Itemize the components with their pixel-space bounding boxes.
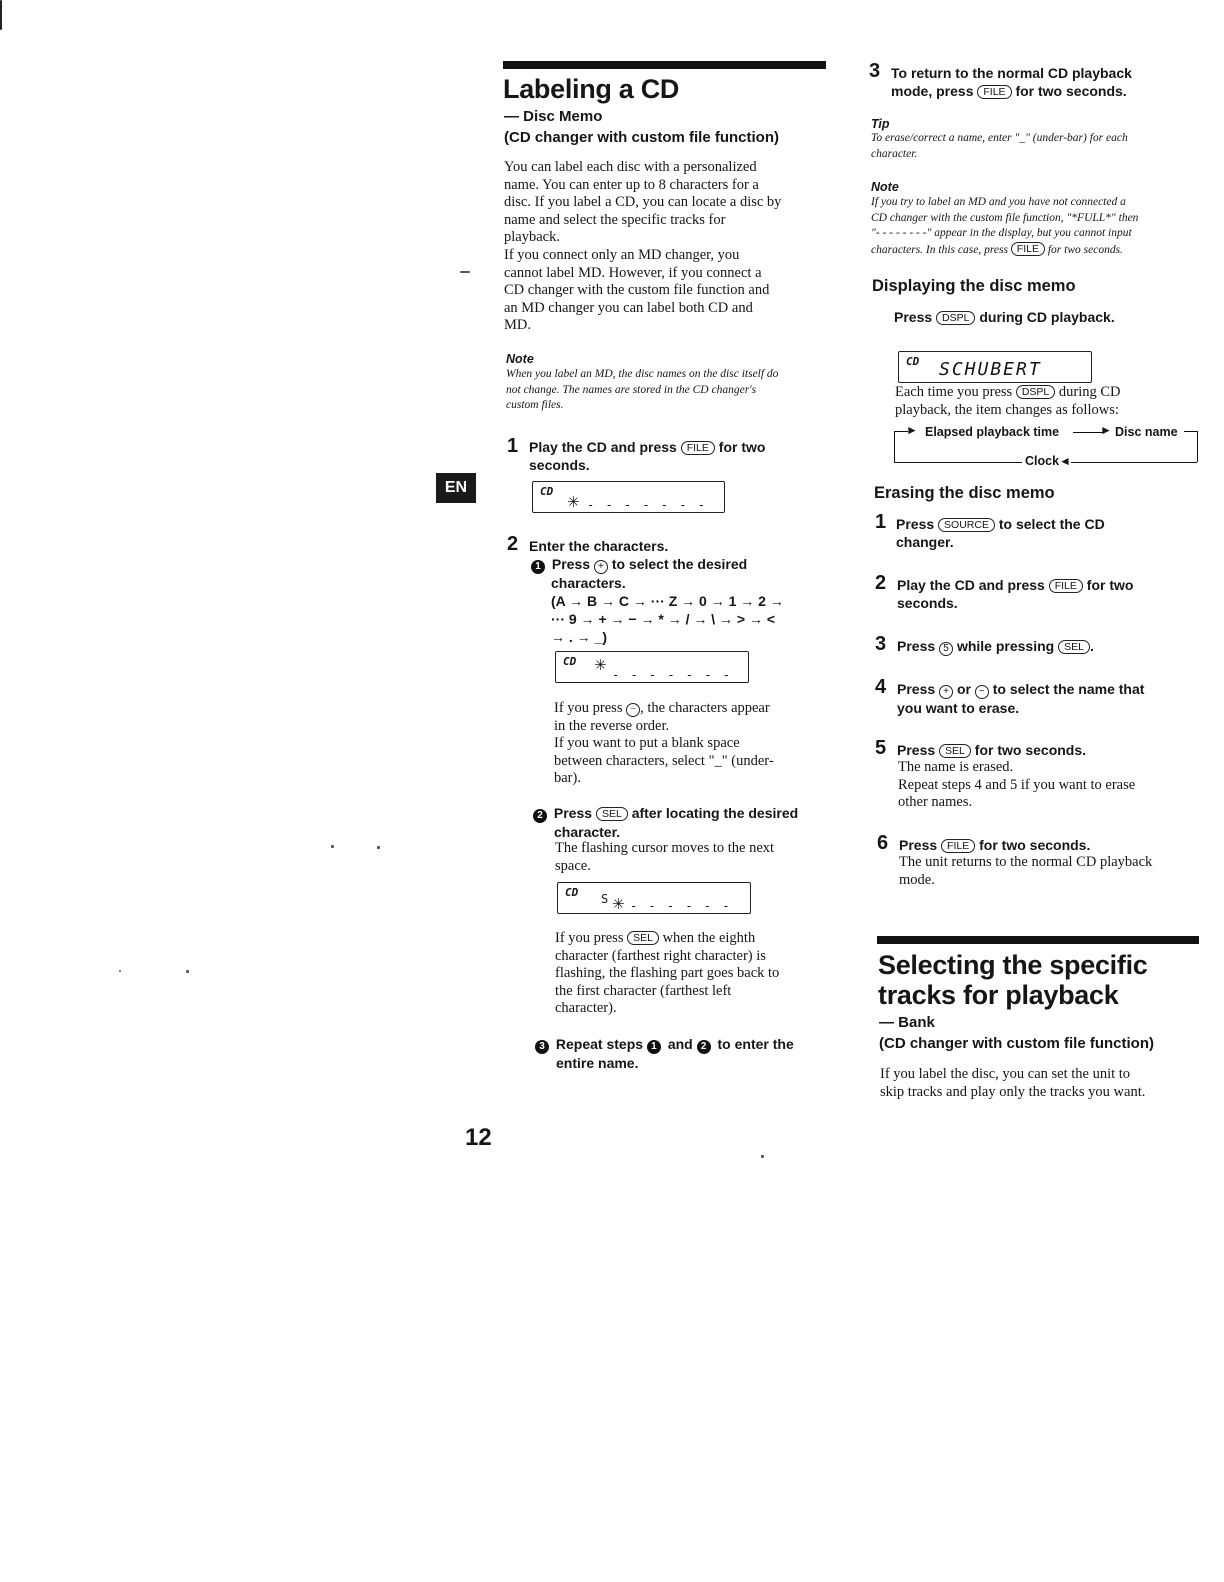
erase-step-6-text: Press FILE for two seconds. <box>899 837 1091 853</box>
step-ref-2-bullet: 2 <box>697 1040 711 1054</box>
substep-1-bullet: 1 <box>531 560 545 574</box>
displaying-instruction: Press DSPL during CD playback. <box>894 309 1115 325</box>
step-2-number: 2 <box>507 533 519 555</box>
step-3-text: To return to the normal CD playback mode, press FILE for two seconds. <box>891 65 1132 99</box>
sel-key-icon: SEL <box>1058 640 1090 654</box>
lcd-display-2 <box>555 651 749 683</box>
cursor-moves-text: The flashing cursor moves to the next space. <box>555 840 775 874</box>
scan-speck <box>377 846 380 849</box>
note-text-right: If you try to label an MD and you have not connected a CD changer with the custom file function, "*FULL*" then "- - - - - - - -" appear in the display, but you cannot input characters. In this case, press FILE for two seconds. <box>871 196 1139 256</box>
note-heading: Note <box>506 352 534 366</box>
plus-key-icon: + <box>939 685 953 699</box>
dspl-key-icon: DSPL <box>936 311 975 325</box>
flashing-cursor-icon: ✳ <box>612 895 625 913</box>
language-tab: EN <box>436 473 476 503</box>
lcd-disc-name: SCHUBERT <box>939 359 1042 380</box>
erase-step-3-number: 3 <box>875 633 887 655</box>
note-heading-right: Note <box>871 180 899 194</box>
step-ref-1-bullet: 1 <box>647 1040 661 1054</box>
cycle-clock: Clock <box>1022 454 1062 468</box>
reverse-order-text: If you press − , the characters appear in the reverse order. If you want to put a blank space between characters, select "_" (under- bar). <box>554 700 774 787</box>
plus-key-icon: + <box>594 560 608 574</box>
cycle-frame-right <box>1197 431 1198 462</box>
substep-3-text: 3 Repeat steps 1 and 2 to enter the entire name. <box>535 1035 835 1072</box>
arrow-right-icon: ► <box>1100 423 1112 437</box>
cycle-frame-top-right <box>1184 431 1197 432</box>
page-title: Labeling a CD <box>503 74 680 104</box>
scan-speck <box>186 970 189 973</box>
flashing-cursor-icon: ✳ <box>567 493 580 511</box>
erase-step-4-text: Press + or − to select the name that you want to erase. <box>897 681 1145 716</box>
arrow-right-icon: ► <box>906 423 918 437</box>
erase-step-2-number: 2 <box>875 572 887 594</box>
subtitle-custom-file: (CD changer with custom file function) <box>504 129 780 146</box>
minus-key-icon: − <box>975 685 989 699</box>
step-1-text: Play the CD and press FILE for two seconds. <box>529 439 766 473</box>
arrow-left-icon: ◄ <box>1059 454 1071 468</box>
step-3-number: 3 <box>869 60 881 82</box>
erase-step-2-text: Play the CD and press FILE for two seconds. <box>897 577 1134 611</box>
file-key-icon: FILE <box>941 839 975 853</box>
section-rule-selecting <box>877 936 1199 944</box>
subtitle-disc-memo: — Disc Memo <box>504 108 603 125</box>
erase-step-5-number: 5 <box>875 737 887 759</box>
heading-displaying-disc-memo: Displaying the disc memo <box>872 277 1076 295</box>
selecting-intro: If you label the disc, you can set the unit to skip tracks and play only the tracks you want. <box>880 1066 1146 1100</box>
erase-step-5-detail: The name is erased. Repeat steps 4 and 5 if you want to erase other names. <box>898 759 1136 811</box>
cycle-disc-name: Disc name <box>1115 425 1178 439</box>
erase-step-1-text: Press SOURCE to select the CD changer. <box>896 516 1105 550</box>
erase-step-6-number: 6 <box>877 832 889 854</box>
lcd-cd-label: CD <box>906 355 920 368</box>
note-text: When you label an MD, the disc names on the disc itself do not change. The names are stored in the CD changer's custom files. <box>506 368 779 411</box>
scan-speck <box>331 845 334 848</box>
file-key-icon: FILE <box>1011 242 1045 256</box>
lcd-entered-char: S <box>601 892 611 906</box>
display-cycle-diagram <box>894 423 1199 468</box>
sel-key-icon: SEL <box>596 807 628 821</box>
file-key-icon: FILE <box>681 441 715 455</box>
lcd-cd-label: CD <box>563 655 577 668</box>
erase-step-5-text: Press SEL for two seconds. <box>897 742 1087 758</box>
scan-speck <box>460 271 470 273</box>
step-2-title: Enter the characters. <box>529 538 669 554</box>
lcd-display-1 <box>532 481 725 513</box>
file-key-icon: FILE <box>977 85 1011 99</box>
tip-text: To erase/correct a name, enter "_" (under-bar) for each character. <box>871 132 1128 160</box>
scan-speck <box>0 0 2 30</box>
lcd-dashes: - - - - - - - <box>587 498 707 512</box>
display-cycle-text: Each time you press DSPL during CD playback, the item changes as follows: <box>895 384 1121 418</box>
step-1-number: 1 <box>507 435 519 457</box>
number-5-key-icon: 5 <box>939 642 953 656</box>
lcd-dashes: - - - - - - - <box>612 668 732 682</box>
flashing-cursor-icon: ✳ <box>594 656 607 674</box>
substep-3-bullet: 3 <box>535 1040 549 1054</box>
erase-step-4-number: 4 <box>875 676 887 698</box>
lcd-cd-label: CD <box>565 886 579 899</box>
subtitle-custom-file-right: (CD changer with custom file function) <box>879 1035 1155 1052</box>
lcd-display-schubert <box>898 351 1092 383</box>
scan-speck <box>119 970 121 972</box>
section-rule-top-left <box>503 61 826 69</box>
tip-heading: Tip <box>871 117 890 131</box>
intro-paragraph: You can label each disc with a personalized name. You can enter up to 8 characters for a disc. If you label a CD, you can locate a disc by name and select the specific tracks for playback. If you connect only an MD changer, you cannot label MD. However, if you connect a CD changer with the custom file function and an MD changer you can label both CD and MD. <box>504 159 782 334</box>
cycle-arrow-line <box>1073 432 1103 433</box>
cycle-frame-left <box>894 431 895 462</box>
scan-speck <box>761 1155 764 1158</box>
page-number: 12 <box>465 1124 492 1151</box>
substep-1-text: 1 Press + to select the desired characters. <box>531 555 831 592</box>
erase-step-1-number: 1 <box>875 511 887 533</box>
source-key-icon: SOURCE <box>938 518 995 532</box>
erase-step-3-text: Press 5 while pressing SEL . <box>897 638 1094 654</box>
section-title-selecting: Selecting the specific tracks for playback <box>878 950 1148 1010</box>
file-key-icon: FILE <box>1049 579 1083 593</box>
character-sequence: (A → B → C → ··· Z → 0 → 1 → 2 → ··· 9 → + → − → * → / → \ → > → < → . → _) <box>551 593 784 645</box>
eighth-char-text: If you press SEL when the eighth character (farthest right character) is flashing, the flashing part goes back to the first character (farthest left character). <box>555 930 780 1017</box>
sel-key-icon: SEL <box>939 744 971 758</box>
sel-key-icon: SEL <box>627 931 659 945</box>
cycle-elapsed-time: Elapsed playback time <box>925 425 1060 439</box>
heading-erasing-disc-memo: Erasing the disc memo <box>874 484 1055 502</box>
lcd-cd-label: CD <box>540 485 554 498</box>
subtitle-bank: — Bank <box>879 1014 935 1031</box>
dspl-key-icon: DSPL <box>1016 385 1055 399</box>
substep-2-bullet: 2 <box>533 809 547 823</box>
substep-2-text: 2 Press SEL after locating the desired character. <box>533 804 833 841</box>
erase-step-6-detail: The unit returns to the normal CD playback mode. <box>899 854 1153 888</box>
lcd-dashes: - - - - - - <box>630 899 732 913</box>
minus-key-icon: − <box>626 703 640 717</box>
lcd-display-3 <box>557 882 751 914</box>
